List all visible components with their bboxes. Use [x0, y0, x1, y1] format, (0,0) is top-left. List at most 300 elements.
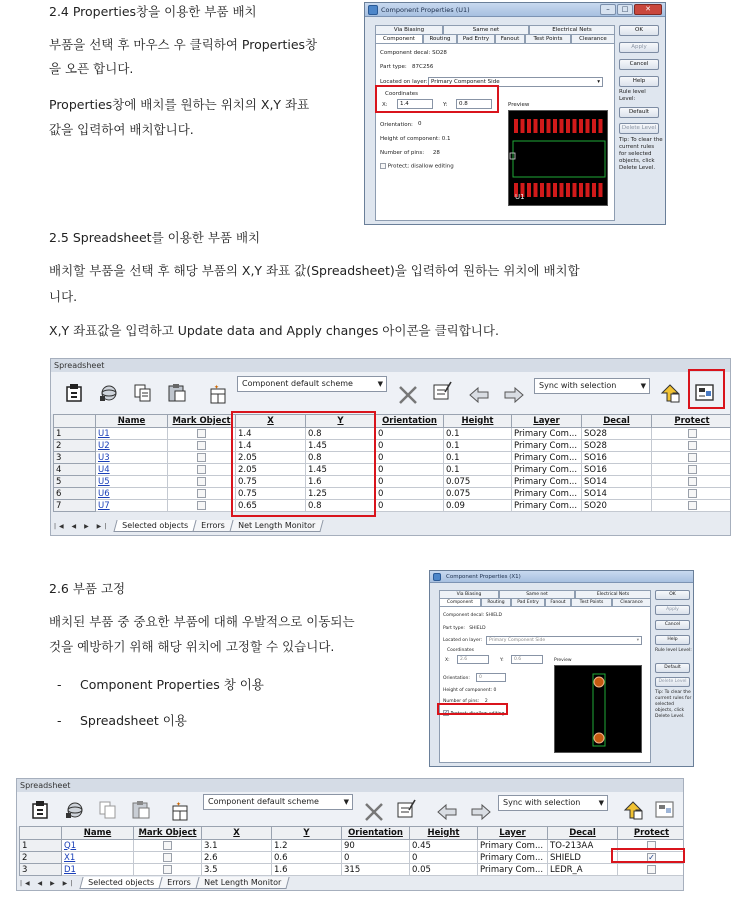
- orientation-input[interactable]: 0: [416, 120, 466, 130]
- maximize-icon[interactable]: □: [617, 4, 633, 15]
- table-row[interactable]: [20, 864, 685, 876]
- chevron-down-icon: ▼: [640, 382, 646, 390]
- chip-preview-graphic: [509, 111, 609, 207]
- cell-layer[interactable]: Primary Com...: [512, 452, 582, 464]
- cell-mark-object[interactable]: [134, 840, 202, 852]
- tab-errors[interactable]: Errors: [193, 520, 234, 532]
- column-header-mark-object[interactable]: Mark Object: [134, 827, 202, 840]
- y-label: Y:: [443, 102, 448, 108]
- cell-name[interactable]: U4: [96, 464, 168, 476]
- dialog-titlebar: [365, 3, 665, 17]
- update-data-icon[interactable]: [659, 382, 681, 404]
- spreadsheet-toolbar: [51, 372, 730, 414]
- checkbox-icon[interactable]: [197, 453, 206, 462]
- svg-text:✦: ✦: [214, 384, 220, 391]
- table-row[interactable]: [54, 488, 732, 500]
- chip-pad: [534, 119, 538, 133]
- component-tab-panel-2: [439, 606, 651, 763]
- dialog2-title: Component Properties (X1): [446, 574, 521, 580]
- cell-height[interactable]: 0.09: [444, 500, 512, 512]
- x-input[interactable]: 2.6: [457, 655, 489, 664]
- cell-name[interactable]: U5: [96, 476, 168, 488]
- protect-checkbox[interactable]: [380, 163, 454, 170]
- cell-x[interactable]: 1.4: [236, 428, 306, 440]
- protect-checkbox-highlight: [437, 703, 508, 715]
- cancel-button[interactable]: Cancel: [655, 620, 690, 630]
- row-number-header: [54, 415, 96, 428]
- chip-pad: [573, 183, 577, 197]
- cell-x[interactable]: 2.05: [236, 464, 306, 476]
- row-number: 3: [54, 452, 96, 464]
- checkbox-icon[interactable]: [688, 453, 697, 462]
- column-header-x[interactable]: X: [236, 415, 306, 428]
- column-header-layer[interactable]: Layer: [478, 827, 548, 840]
- tab-same-net[interactable]: Same net: [499, 590, 575, 598]
- cell-layer[interactable]: Primary Com...: [478, 852, 548, 864]
- chip-pad: [579, 183, 583, 197]
- component-properties-icon[interactable]: [30, 799, 52, 821]
- checkbox-icon[interactable]: [197, 465, 206, 474]
- cell-height[interactable]: 0.075: [444, 476, 512, 488]
- chip-pad: [560, 183, 564, 197]
- column-header-height[interactable]: Height: [410, 827, 478, 840]
- table-row[interactable]: [20, 840, 685, 852]
- tab-test-points[interactable]: Test Points: [571, 598, 612, 606]
- checkbox-icon[interactable]: [163, 841, 172, 850]
- back-arrow-icon[interactable]: [468, 384, 490, 406]
- forward-arrow-icon[interactable]: [503, 384, 525, 406]
- cell-x[interactable]: 0.75: [236, 488, 306, 500]
- chevron-down-icon: ▾: [636, 638, 639, 643]
- delete-x-icon[interactable]: [397, 384, 419, 406]
- cell-mark-object[interactable]: [168, 428, 236, 440]
- cell-decal[interactable]: SO14: [582, 476, 652, 488]
- chip-pad: [592, 119, 596, 133]
- cell-protect[interactable]: [652, 440, 732, 452]
- chevron-down-icon: ▼: [377, 380, 383, 388]
- cell-orientation[interactable]: 315: [342, 864, 410, 876]
- cell-decal[interactable]: SO16: [582, 452, 652, 464]
- copy-icon[interactable]: [97, 799, 119, 821]
- s25-para1-line1: 배치할 부품을 선택 후 해당 부품의 X,Y 좌표 값(Spreadsheet)을 입력하여 원하는 위치에 배치합: [49, 263, 580, 278]
- checkbox-icon[interactable]: [688, 501, 697, 510]
- spreadsheet-grid-2: [19, 826, 684, 876]
- scheme-select[interactable]: Component default scheme ▼: [203, 794, 353, 810]
- edit-icon[interactable]: [431, 380, 453, 402]
- delete-x-icon[interactable]: [363, 801, 385, 823]
- protect-label: Protect; disallow editing: [450, 711, 505, 717]
- checkbox-icon[interactable]: [197, 429, 206, 438]
- column-header-protect[interactable]: Protect: [618, 827, 685, 840]
- spreadsheet-window-1: [50, 358, 731, 536]
- checkbox-icon[interactable]: [688, 429, 697, 438]
- tab-pad-entry[interactable]: Pad Entry: [457, 34, 495, 43]
- y-input[interactable]: 0.6: [511, 655, 543, 664]
- decal-label: Component decal:: [380, 50, 431, 56]
- pins-label: Number of pins:: [380, 150, 425, 156]
- spreadsheet-title: Spreadsheet: [51, 359, 730, 372]
- column-header-orientation[interactable]: Orientation: [376, 415, 444, 428]
- cell-name[interactable]: U1: [96, 428, 168, 440]
- cell-y[interactable]: 1.2: [272, 840, 342, 852]
- cell-layer[interactable]: Primary Com...: [512, 476, 582, 488]
- x-input[interactable]: 1.4: [397, 99, 433, 109]
- column-header-name[interactable]: Name: [62, 827, 134, 840]
- cell-mark-object[interactable]: [134, 852, 202, 864]
- column-header-protect[interactable]: Protect: [652, 415, 732, 428]
- cell-height[interactable]: 0.1: [444, 440, 512, 452]
- chip-pad: [514, 119, 518, 133]
- cell-decal[interactable]: SO16: [582, 464, 652, 476]
- tab-electrical-nets[interactable]: Electrical Nets: [575, 590, 651, 598]
- x-label: X:: [445, 658, 450, 663]
- chip-pad: [566, 119, 570, 133]
- back-arrow-icon[interactable]: [436, 801, 458, 823]
- table-row[interactable]: [54, 452, 732, 464]
- chip-pad: [527, 183, 531, 197]
- cell-y[interactable]: 0.8: [306, 428, 376, 440]
- cell-name[interactable]: U2: [96, 440, 168, 452]
- cell-protect[interactable]: [652, 464, 732, 476]
- cell-height[interactable]: 0.45: [410, 840, 478, 852]
- row-number: 7: [54, 500, 96, 512]
- column-header-height[interactable]: Height: [444, 415, 512, 428]
- tab-selected-objects[interactable]: Selected objects: [80, 877, 163, 889]
- chip-pad: [566, 183, 570, 197]
- tab-electrical-nets[interactable]: Electrical Nets: [529, 25, 615, 34]
- checkbox-icon[interactable]: [163, 853, 172, 862]
- chip-pad: [540, 183, 544, 197]
- minimize-icon[interactable]: –: [600, 4, 616, 15]
- checkbox-icon[interactable]: [688, 441, 697, 450]
- spreadsheet-title: Spreadsheet: [17, 779, 683, 792]
- column-header-layer[interactable]: Layer: [512, 415, 582, 428]
- cell-height[interactable]: 0.1: [444, 464, 512, 476]
- cell-orientation[interactable]: 0: [376, 500, 444, 512]
- chip-pad: [534, 183, 538, 197]
- checkbox-icon[interactable]: [197, 501, 206, 510]
- s26-para1-line2: 것을 예방하기 위해 해당 위치에 고정할 수 있습니다.: [49, 639, 335, 654]
- cell-mark-object[interactable]: [134, 864, 202, 876]
- component-tab-panel: [375, 43, 615, 221]
- cell-layer[interactable]: Primary Com...: [512, 428, 582, 440]
- orientation-input[interactable]: 0: [476, 673, 506, 682]
- table-row[interactable]: [20, 852, 685, 864]
- row-number: 2: [20, 852, 62, 864]
- update-data-icon[interactable]: [622, 799, 644, 821]
- sphere-icon[interactable]: [64, 799, 86, 821]
- tab-selected-objects[interactable]: Selected objects: [114, 520, 197, 532]
- cell-height[interactable]: 0.1: [444, 428, 512, 440]
- ok-button[interactable]: OK: [619, 25, 659, 36]
- sphere-icon[interactable]: [98, 382, 120, 404]
- section-title-2-5: 2.5 Spreadsheet를 이용한 부품 배치: [49, 230, 261, 245]
- cell-x[interactable]: 2.05: [236, 452, 306, 464]
- cell-x[interactable]: 0.75: [236, 476, 306, 488]
- cell-y[interactable]: 1.45: [306, 440, 376, 452]
- tab-same-net[interactable]: Same net: [443, 25, 529, 34]
- help-button[interactable]: Help: [619, 76, 659, 87]
- apply-button[interactable]: Apply: [655, 605, 690, 615]
- table-row[interactable]: [54, 476, 732, 488]
- checkbox-icon[interactable]: [163, 865, 172, 874]
- cell-height[interactable]: 0.1: [444, 452, 512, 464]
- app-icon: [368, 5, 378, 15]
- column-header-x[interactable]: X: [202, 827, 272, 840]
- cell-name[interactable]: D1: [62, 864, 134, 876]
- s25-para2: X,Y 좌표값을 입력하고 Update data and Apply changes 아이콘을 클릭합니다.: [49, 323, 499, 338]
- cell-decal[interactable]: TO-213AA: [548, 840, 618, 852]
- rule-level-label: Rule level Level:: [655, 648, 692, 653]
- cell-orientation[interactable]: 0: [376, 476, 444, 488]
- chevron-down-icon: ▾: [597, 79, 600, 85]
- pins-value: 2: [484, 699, 488, 704]
- tab-routing[interactable]: Routing: [481, 598, 511, 606]
- ok-button[interactable]: OK: [655, 590, 690, 600]
- cell-orientation[interactable]: 0: [376, 452, 444, 464]
- cell-orientation[interactable]: 0: [376, 464, 444, 476]
- tab-clearance[interactable]: Clearance: [612, 598, 651, 606]
- part-type-value: 87C256: [412, 64, 434, 70]
- checkbox-icon[interactable]: [197, 477, 206, 486]
- column-header-name[interactable]: Name: [96, 415, 168, 428]
- preview-label: Preview: [554, 658, 572, 663]
- chip-pad: [599, 119, 603, 133]
- pins-value: 28: [432, 150, 440, 156]
- cell-layer[interactable]: Primary Com...: [512, 488, 582, 500]
- tab-errors[interactable]: Errors: [159, 877, 200, 889]
- apply-icon-highlight: [688, 369, 725, 409]
- checkbox-icon[interactable]: [197, 441, 206, 450]
- default-button[interactable]: Default: [619, 107, 659, 118]
- chip-pad: [527, 119, 531, 133]
- tab-fanout[interactable]: Fanout: [495, 34, 525, 43]
- cell-layer[interactable]: Primary Com...: [478, 840, 548, 852]
- scheme-select[interactable]: Component default scheme ▼: [237, 376, 387, 392]
- preview-label: Preview: [508, 102, 530, 108]
- checkbox-icon: [380, 163, 386, 169]
- height-value: 0.1: [441, 136, 451, 142]
- cell-layer[interactable]: Primary Com...: [512, 440, 582, 452]
- tab-via-biasing[interactable]: Via Biasing: [375, 25, 443, 34]
- cell-mark-object[interactable]: [168, 452, 236, 464]
- cell-y[interactable]: 0.6: [272, 852, 342, 864]
- cell-y[interactable]: 1.6: [272, 864, 342, 876]
- cell-decal[interactable]: SO28: [582, 428, 652, 440]
- column-header-y[interactable]: Y: [306, 415, 376, 428]
- cell-name[interactable]: Q1: [62, 840, 134, 852]
- chip-pad: [573, 119, 577, 133]
- cell-x[interactable]: 3.1: [202, 840, 272, 852]
- checkmark-icon: ✓: [444, 710, 449, 716]
- forward-arrow-icon[interactable]: [470, 801, 492, 823]
- sync-select[interactable]: Sync with selection ▼: [498, 795, 608, 811]
- row-number: 1: [54, 428, 96, 440]
- tab-component[interactable]: Component: [375, 34, 423, 43]
- coordinates-label: Coordinates: [385, 91, 419, 97]
- cell-name[interactable]: U7: [96, 500, 168, 512]
- cell-protect[interactable]: [652, 476, 732, 488]
- sync-select[interactable]: Sync with selection ▼: [534, 378, 650, 394]
- height-value: 0: [493, 688, 497, 693]
- decal-value: SHIELD: [485, 613, 503, 618]
- table-row[interactable]: [54, 500, 732, 512]
- part-type-label: Part type:: [443, 626, 465, 631]
- tip-text: Tip: To clear the current rules for selected objects, click Delete Level.: [619, 137, 663, 171]
- chip-pad: [586, 183, 590, 197]
- cell-layer[interactable]: Primary Com...: [512, 500, 582, 512]
- column-header-decal[interactable]: Decal: [548, 827, 618, 840]
- tip-text: Tip: To clear the current rules for selected objects, click Delete Level.: [655, 690, 692, 719]
- cell-decal[interactable]: SHIELD: [548, 852, 618, 864]
- cell-x[interactable]: 3.5: [202, 864, 272, 876]
- cell-name[interactable]: U3: [96, 452, 168, 464]
- column-header-mark-object[interactable]: Mark Object: [168, 415, 236, 428]
- apply-button[interactable]: Apply: [619, 42, 659, 53]
- tab-test-points[interactable]: Test Points: [525, 34, 571, 43]
- apply-changes-icon[interactable]: [654, 799, 676, 821]
- cell-height[interactable]: 0: [410, 852, 478, 864]
- s24-para1-line1: 부품을 선택 후 마우스 우 클릭하여 Properties창: [49, 37, 318, 52]
- cell-height[interactable]: 0.075: [444, 488, 512, 500]
- cell-name[interactable]: X1: [62, 852, 134, 864]
- cell-height[interactable]: 0.05: [410, 864, 478, 876]
- cell-protect[interactable]: [652, 428, 732, 440]
- delete-level-button[interactable]: Delete Level: [655, 677, 690, 687]
- cell-orientation[interactable]: 0: [376, 428, 444, 440]
- edit-icon[interactable]: [395, 798, 417, 820]
- help-button[interactable]: Help: [655, 635, 690, 645]
- delete-level-button[interactable]: Delete Level: [619, 123, 659, 134]
- cell-x[interactable]: 2.6: [202, 852, 272, 864]
- cell-decal[interactable]: SO28: [582, 440, 652, 452]
- tab-clearance[interactable]: Clearance: [571, 34, 615, 43]
- cell-protect[interactable]: [652, 488, 732, 500]
- cell-mark-object[interactable]: [168, 488, 236, 500]
- cell-orientation[interactable]: 0: [376, 440, 444, 452]
- paste-icon[interactable]: [166, 382, 188, 404]
- cell-mark-object[interactable]: [168, 440, 236, 452]
- cell-y[interactable]: 0.8: [306, 500, 376, 512]
- row-number: 4: [54, 464, 96, 476]
- tab-net-length-monitor[interactable]: Net Length Monitor: [195, 877, 289, 889]
- table-row[interactable]: [54, 464, 732, 476]
- cell-orientation[interactable]: 0: [342, 852, 410, 864]
- spreadsheet-grid-1: [53, 414, 731, 512]
- cell-decal[interactable]: SO20: [582, 500, 652, 512]
- column-header-orientation[interactable]: Orientation: [342, 827, 410, 840]
- cell-protect[interactable]: [652, 500, 732, 512]
- chip-pad: [586, 119, 590, 133]
- chip-pad: [553, 183, 557, 197]
- tab-component[interactable]: Component: [439, 598, 481, 606]
- row-number: 3: [20, 864, 62, 876]
- bullet-marker-2: -: [57, 713, 62, 728]
- tab-net-length-monitor[interactable]: Net Length Monitor: [229, 520, 323, 532]
- paste-icon[interactable]: [130, 799, 152, 821]
- tab-fanout[interactable]: Fanout: [545, 598, 571, 606]
- bullet-marker-1: -: [57, 677, 62, 692]
- checkmark-icon[interactable]: ✓: [648, 852, 655, 862]
- xy-columns-highlight: [231, 411, 376, 517]
- table-row[interactable]: [54, 428, 732, 440]
- tab-nav-arrows-icon[interactable]: |◀ ◀ ▶ ▶|: [20, 879, 76, 887]
- chevron-down-icon: ▼: [598, 799, 604, 807]
- checkbox-icon[interactable]: [688, 477, 697, 486]
- cell-orientation[interactable]: 0: [376, 488, 444, 500]
- chip-pad: [540, 119, 544, 133]
- cell-mark-object[interactable]: [168, 500, 236, 512]
- row-number: 5: [54, 476, 96, 488]
- scheme-icon[interactable]: [169, 801, 191, 823]
- cell-x[interactable]: 0.65: [236, 500, 306, 512]
- checkbox-icon[interactable]: [197, 489, 206, 498]
- checkbox-icon[interactable]: [647, 865, 656, 874]
- chip-pad: [579, 119, 583, 133]
- cell-decal[interactable]: LEDR_A: [548, 864, 618, 876]
- copy-icon[interactable]: [132, 382, 154, 404]
- checkbox-icon[interactable]: [688, 489, 697, 498]
- y-input[interactable]: 0.8: [456, 99, 492, 109]
- protect-cell-highlight: [611, 848, 685, 863]
- tab-routing[interactable]: Routing: [423, 34, 457, 43]
- column-header-y[interactable]: Y: [272, 827, 342, 840]
- table-row[interactable]: [54, 440, 732, 452]
- component-properties-dialog-x1: [429, 570, 694, 767]
- dialog2-titlebar: [430, 571, 693, 583]
- tab-via-biasing[interactable]: Via Biasing: [439, 590, 499, 598]
- spreadsheet-window-2: [16, 778, 684, 891]
- tab-nav-arrows-icon[interactable]: |◀ ◀ ▶ ▶|: [54, 522, 110, 530]
- component-properties-icon[interactable]: [64, 382, 86, 404]
- bullet-2: Spreadsheet 이용: [80, 713, 187, 728]
- dialog-title: Component Properties (U1): [381, 6, 470, 14]
- scheme-icon[interactable]: [207, 384, 229, 406]
- cell-layer[interactable]: Primary Com...: [512, 464, 582, 476]
- cell-y[interactable]: 1.45: [306, 464, 376, 476]
- cell-layer[interactable]: Primary Com...: [478, 864, 548, 876]
- cell-y[interactable]: 1.25: [306, 488, 376, 500]
- chip-pad: [553, 119, 557, 133]
- cell-protect[interactable]: [618, 864, 685, 876]
- y-label: Y:: [500, 658, 504, 663]
- checkbox-icon[interactable]: [688, 465, 697, 474]
- spreadsheet-toolbar: [17, 792, 683, 827]
- default-button[interactable]: Default: [655, 663, 690, 673]
- cell-orientation[interactable]: 90: [342, 840, 410, 852]
- tab-pad-entry[interactable]: Pad Entry: [511, 598, 545, 606]
- column-header-decal[interactable]: Decal: [582, 415, 652, 428]
- spreadsheet-bottom-tabs: [17, 876, 288, 890]
- close-icon[interactable]: ✕: [634, 4, 662, 15]
- cell-mark-object[interactable]: [168, 464, 236, 476]
- pins-label: Number of pins:: [443, 699, 480, 704]
- cell-name[interactable]: U6: [96, 488, 168, 500]
- app-icon: [433, 573, 441, 581]
- cell-mark-object[interactable]: [168, 476, 236, 488]
- layer-select[interactable]: Primary Component Side ▾: [428, 77, 603, 87]
- cell-protect[interactable]: [652, 452, 732, 464]
- chip-pad: [521, 119, 525, 133]
- cell-y[interactable]: 0.8: [306, 452, 376, 464]
- cell-decal[interactable]: SO14: [582, 488, 652, 500]
- cancel-button[interactable]: Cancel: [619, 59, 659, 70]
- cell-y[interactable]: 1.6: [306, 476, 376, 488]
- component-preview-2: [554, 665, 642, 753]
- cell-x[interactable]: 1.4: [236, 440, 306, 452]
- chip-pad: [599, 183, 603, 197]
- layer-select[interactable]: Primary Component Side ▾: [486, 636, 642, 645]
